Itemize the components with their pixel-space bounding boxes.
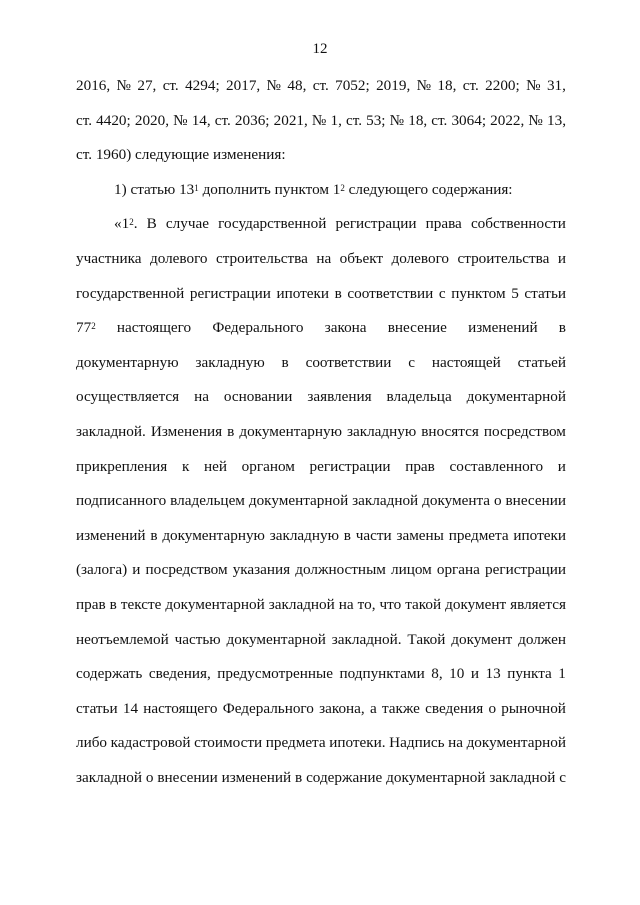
- word: лицом: [391, 561, 432, 579]
- word: №: [116, 77, 132, 94]
- word: заявления: [307, 388, 372, 406]
- word: ипотеки: [276, 284, 329, 302]
- text-segment: 1) статью 13: [114, 180, 195, 198]
- text-line: [76, 526, 566, 561]
- text-line: [76, 733, 566, 768]
- word: в: [227, 422, 235, 440]
- word: стоимости: [194, 734, 263, 752]
- word: соответствии: [347, 284, 434, 302]
- text-line: [76, 560, 566, 595]
- word: предмета: [448, 526, 509, 544]
- word: о: [488, 699, 497, 717]
- word: содержать: [76, 665, 143, 683]
- word: в: [295, 768, 303, 786]
- word-text: регистрации: [335, 215, 417, 233]
- word: ипотеки: [513, 526, 566, 544]
- word: пункта: [507, 665, 552, 683]
- word: долевого: [149, 249, 208, 267]
- word: внесении: [505, 492, 566, 510]
- word: [325, 318, 367, 353]
- word-text: изменений: [468, 319, 538, 337]
- word: закладной: [268, 595, 335, 613]
- word: вносятся: [421, 422, 479, 440]
- text-segment: следующего содержания:: [344, 180, 513, 198]
- word: [468, 318, 538, 353]
- word: ст.: [431, 111, 448, 129]
- text-line: [76, 457, 566, 492]
- word: №: [526, 77, 541, 94]
- word: 48,: [287, 77, 307, 94]
- word: 10: [449, 665, 465, 683]
- superscript: 2: [129, 217, 134, 228]
- word: прикрепления: [76, 457, 168, 475]
- word: части: [355, 526, 392, 544]
- word-text: права: [425, 215, 462, 233]
- word: настоящего: [143, 699, 218, 717]
- text-segment: дополнить пунктом 1: [198, 180, 341, 198]
- word: посредством: [145, 561, 228, 579]
- word-text: собственности: [470, 215, 566, 233]
- word: сведения,: [148, 665, 211, 683]
- word: с: [408, 353, 416, 371]
- superscript: 2: [340, 182, 345, 193]
- word: такой: [405, 595, 442, 613]
- text-line: [76, 249, 566, 284]
- word: прав: [405, 457, 435, 475]
- word: (залога): [76, 561, 128, 579]
- word: 18,: [408, 111, 428, 129]
- word: пунктом: [451, 284, 506, 302]
- word: Такой: [407, 630, 446, 648]
- word: [166, 214, 209, 249]
- text-line: [76, 491, 566, 526]
- word: на: [338, 595, 354, 613]
- text-line: [76, 111, 566, 146]
- word: объект: [339, 249, 384, 267]
- word: [559, 318, 566, 353]
- text-line: [76, 214, 566, 249]
- word: закладной: [76, 768, 143, 786]
- word: также: [381, 699, 420, 717]
- text-line: [76, 595, 566, 630]
- word: участника: [76, 249, 142, 267]
- word: и: [557, 249, 566, 267]
- word: то,: [357, 595, 376, 613]
- word: настоящей: [431, 353, 501, 371]
- word-text: внесение: [387, 319, 447, 337]
- word: о: [493, 492, 502, 510]
- word: строительства: [215, 249, 308, 267]
- word: долевого: [391, 249, 450, 267]
- word: предусмотренные: [217, 665, 333, 683]
- word: [114, 214, 137, 249]
- word: документарной: [165, 595, 265, 613]
- word: №: [173, 111, 188, 129]
- word: 1: [558, 665, 566, 683]
- word: прав: [76, 595, 106, 613]
- word: 3064;: [451, 111, 487, 129]
- word: 13: [485, 665, 501, 683]
- word: и: [557, 457, 566, 475]
- document-body: [76, 76, 566, 802]
- text-line: [76, 630, 566, 665]
- word: закладной.: [331, 630, 402, 648]
- word: регистрации: [485, 561, 566, 579]
- word: что: [379, 595, 402, 613]
- word: 4420;: [96, 111, 131, 129]
- word: ипотеки.: [329, 734, 386, 752]
- word: закладной: [352, 492, 419, 510]
- word: указания: [232, 561, 291, 579]
- word: строительства: [457, 249, 550, 267]
- word: в: [109, 595, 117, 613]
- word-text: настоящего: [116, 319, 192, 337]
- word: в: [334, 284, 342, 302]
- word: 31,: [546, 77, 566, 94]
- word: посредством: [483, 422, 566, 440]
- word: №: [266, 77, 282, 94]
- word: владельца: [386, 388, 452, 406]
- word: соответствии: [305, 353, 392, 371]
- word: основании: [223, 388, 293, 406]
- word: должностным: [295, 561, 386, 579]
- word: ст.: [214, 111, 231, 129]
- word: 2017,: [226, 77, 261, 94]
- word: №: [311, 111, 327, 129]
- word: изменений: [76, 526, 146, 544]
- word: закладную: [269, 526, 339, 544]
- word: регистрации: [189, 284, 271, 302]
- superscript: 2: [91, 321, 96, 332]
- word: изменений: [221, 768, 292, 786]
- word: документарной: [226, 630, 326, 648]
- word: 7052;: [335, 77, 370, 94]
- word: [147, 214, 157, 249]
- word: [218, 214, 326, 249]
- word: на: [194, 388, 209, 406]
- word: [426, 214, 462, 249]
- page-number: 12: [312, 41, 328, 57]
- word: 2200;: [485, 77, 520, 94]
- word: 2021,: [273, 111, 308, 129]
- word: к: [181, 457, 190, 475]
- word: 4294;: [185, 77, 220, 94]
- word: 8,: [431, 665, 443, 683]
- word: частью: [174, 630, 221, 648]
- word: Надпись: [389, 734, 445, 752]
- word: [117, 318, 191, 353]
- word: 14,: [191, 111, 211, 129]
- word: кадастровой: [110, 734, 191, 752]
- word: 1,: [330, 111, 342, 129]
- word: закона,: [319, 699, 365, 717]
- word: документа: [422, 492, 491, 510]
- word: документ: [451, 630, 513, 648]
- word: 18,: [437, 77, 457, 94]
- word: 2016,: [76, 77, 111, 94]
- word: ст.: [345, 111, 363, 129]
- word: рыночной: [501, 699, 566, 717]
- word: о: [145, 768, 154, 786]
- word: закладной.: [76, 422, 146, 440]
- word: [388, 318, 447, 353]
- text-line: [76, 353, 566, 388]
- word-text: Федерального: [212, 319, 304, 337]
- word: органа: [436, 561, 480, 579]
- text-line: [76, 387, 566, 422]
- text-line: [76, 180, 566, 215]
- word: в: [343, 526, 351, 544]
- word: 2020,: [134, 111, 170, 129]
- word: ст.: [462, 77, 479, 94]
- word: содержание: [306, 768, 383, 786]
- word: №: [389, 111, 405, 129]
- word: статьи: [524, 284, 566, 302]
- word: документарной: [386, 768, 486, 786]
- word: либо: [76, 734, 108, 752]
- word: в: [281, 353, 289, 371]
- word: сведения: [425, 699, 484, 717]
- word-text: В: [146, 215, 157, 233]
- word: с: [559, 768, 566, 786]
- word: тексте: [120, 595, 162, 613]
- word: и: [470, 665, 479, 683]
- word: ней: [204, 457, 227, 475]
- text-line: ст. 1960) следующие изменения:: [76, 146, 286, 164]
- word: неотъемлемой: [76, 630, 169, 648]
- word: статьи: [76, 699, 118, 717]
- word: ст.: [312, 77, 329, 94]
- word: [335, 214, 416, 249]
- word: [76, 318, 96, 353]
- word: закладную: [346, 422, 417, 440]
- word: документарной: [466, 388, 566, 406]
- word-text: в: [558, 319, 566, 337]
- word: документарную: [162, 526, 265, 544]
- word: является: [510, 595, 566, 613]
- word: регистрации: [309, 457, 391, 475]
- word-text: закона: [324, 319, 367, 337]
- superscript: 1: [194, 182, 199, 193]
- word: замены: [396, 526, 444, 544]
- word: [212, 318, 303, 353]
- text-line: [76, 284, 566, 319]
- word: внесении: [157, 768, 218, 786]
- word: ст.: [162, 77, 179, 94]
- word: Федерального: [222, 699, 314, 717]
- word: на: [316, 249, 332, 267]
- text-line: [76, 664, 566, 699]
- word: Изменения: [150, 422, 223, 440]
- word: а: [369, 699, 377, 717]
- word: составленного: [449, 457, 544, 475]
- word: документарную: [76, 353, 179, 371]
- word: №: [416, 77, 432, 94]
- word: [471, 214, 566, 249]
- word: владельцем: [170, 492, 245, 510]
- text-line: [76, 768, 566, 803]
- word: подпунктами: [339, 665, 425, 683]
- word: документ: [445, 595, 507, 613]
- word: 2019,: [376, 77, 411, 94]
- word: 14: [122, 699, 139, 717]
- word: подписанного: [76, 492, 167, 510]
- word: документарной: [248, 492, 349, 510]
- word: 2022,: [490, 111, 525, 129]
- word: должен: [518, 630, 566, 648]
- text-line: [76, 422, 566, 457]
- word-text: .: [133, 215, 138, 233]
- word: №: [528, 111, 543, 129]
- word: закладной: [489, 768, 556, 786]
- word: 13,: [547, 111, 566, 129]
- word: ст.: [76, 111, 93, 129]
- word: 2036;: [234, 111, 270, 129]
- word: на: [448, 734, 463, 752]
- word-text: «1: [114, 215, 130, 233]
- text-line: [76, 76, 566, 111]
- word: 53;: [366, 111, 386, 129]
- word-text: случае: [165, 215, 209, 233]
- word: в: [150, 526, 158, 544]
- word: документарной: [466, 734, 566, 752]
- word: 27,: [137, 77, 157, 94]
- word: органом: [241, 457, 295, 475]
- text-line: [76, 318, 566, 353]
- word: предмета: [265, 734, 326, 752]
- word: статьей: [517, 353, 566, 371]
- word-text: 77: [76, 319, 92, 337]
- text-line: [76, 699, 566, 734]
- word-text: государственной: [218, 215, 327, 233]
- word: с: [438, 284, 446, 302]
- word: осуществляется: [76, 388, 180, 406]
- word: государственной: [76, 284, 185, 302]
- word: и: [132, 561, 141, 579]
- word: 5: [511, 284, 519, 302]
- word: закладную: [195, 353, 265, 371]
- word: документарную: [239, 422, 342, 440]
